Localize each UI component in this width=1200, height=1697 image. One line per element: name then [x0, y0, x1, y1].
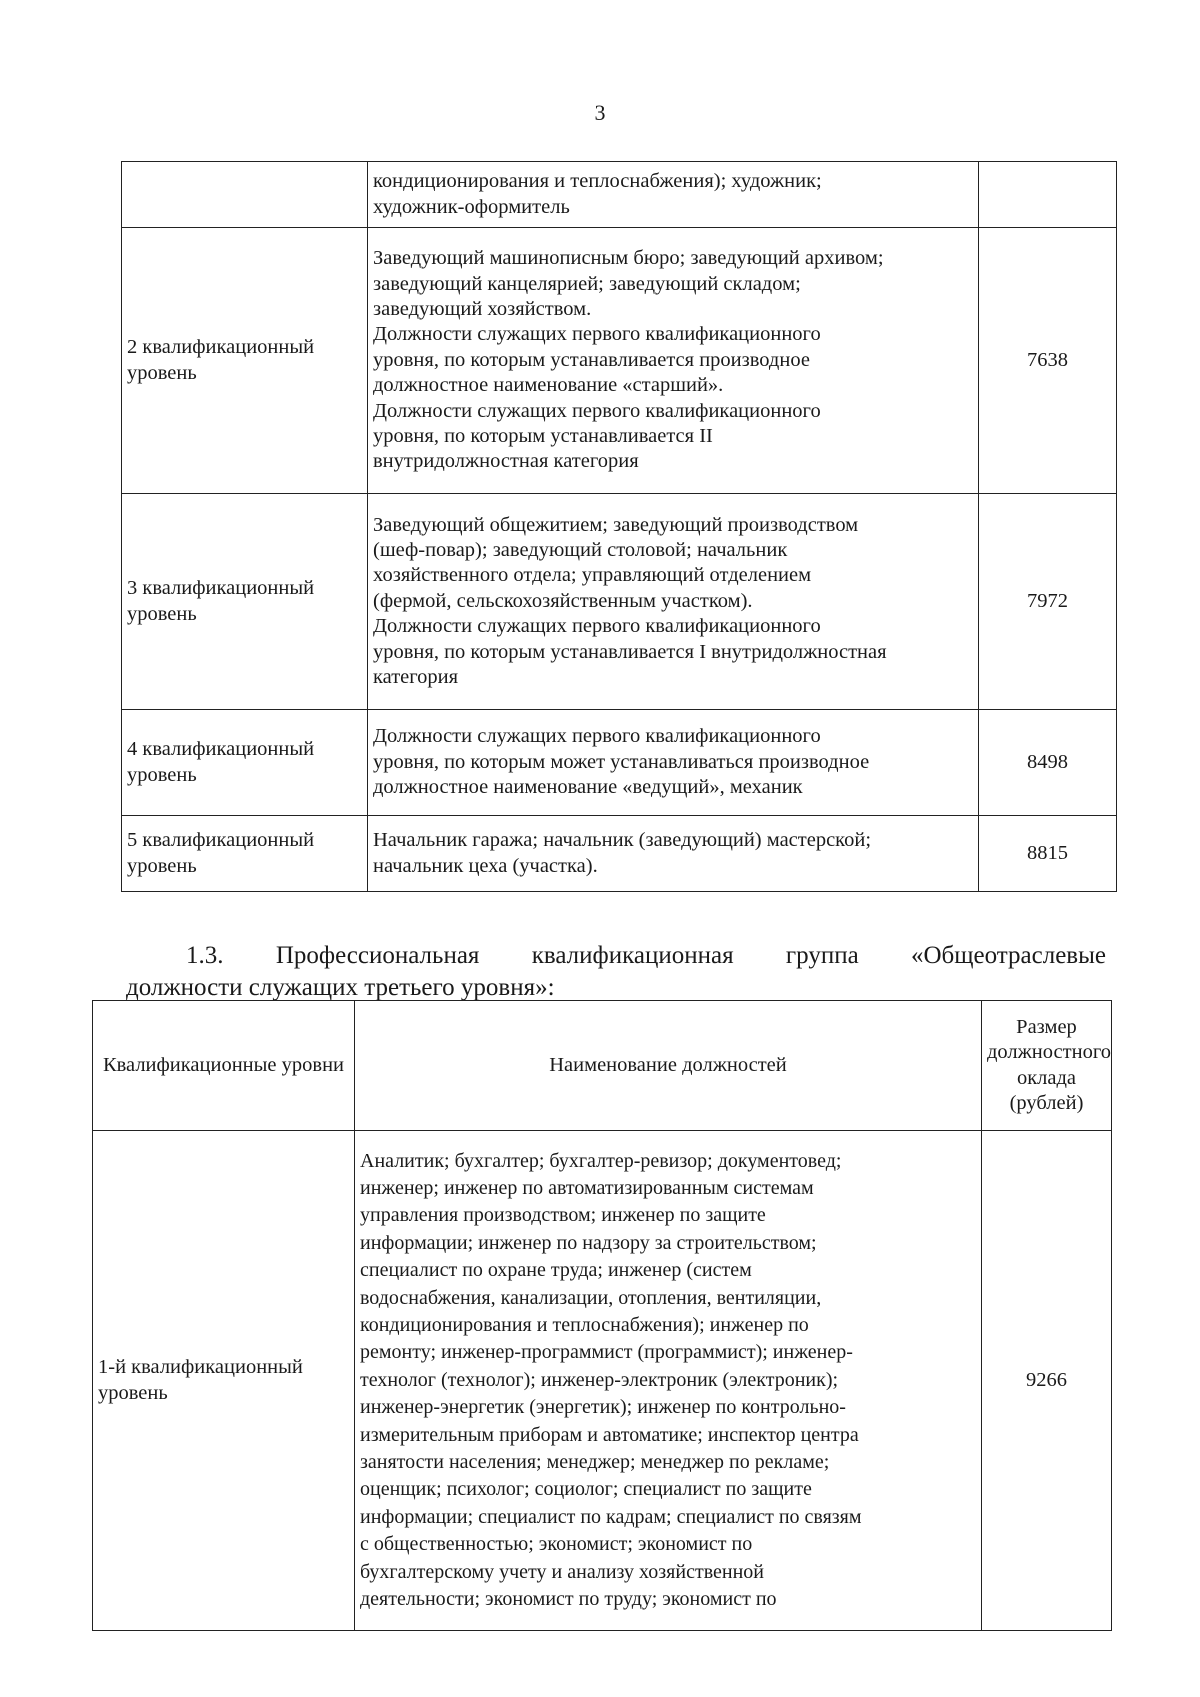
table-row [122, 494, 1117, 710]
salary-cell [979, 162, 1117, 228]
level-cell: 5 квалификационный уровень [122, 816, 368, 892]
qualification-table-group-1-3 [92, 1000, 1112, 1631]
salary-cell: 9266 [982, 1131, 1112, 1631]
section-heading-line2: должности служащих третьего уровня»: [126, 974, 555, 1001]
positions-cell: кондиционирования и теплоснабжения); художник; художник-оформитель [368, 162, 979, 228]
header-salary: Размер должностного оклада (рублей) [982, 1001, 1112, 1131]
table-row [93, 1131, 1112, 1631]
positions-cell: Должности служащих первого квалификационного уровня, по которым может устанавливаться производное должностное наименование «ведущий», механик [368, 710, 979, 816]
positions-cell: Заведующий машинописным бюро; заведующий архивом; заведующий канцелярией; заведующий складом; заведующий хозяйством. Должности служащих первого квалификационного уровня, по которым устанавливается производное должностное наименование «старший». Должности служащих первого квалификационного уровня, по которым устанавливается II внутридолжностная категория [368, 228, 979, 494]
salary-cell: 8815 [979, 816, 1117, 892]
table-row [122, 228, 1117, 494]
qualification-table-continued [121, 161, 1117, 892]
level-cell: 1-й квалификационный уровень [93, 1131, 355, 1631]
level-cell: 4 квалификационный уровень [122, 710, 368, 816]
section-heading-line1: 1.3. Профессиональная квалификационная группа «Общеотраслевые [186, 942, 1106, 969]
positions-cell: Начальник гаража; начальник (заведующий) мастерской; начальник цеха (участка). [368, 816, 979, 892]
level-cell: 3 квалификационный уровень [122, 494, 368, 710]
header-positions: Наименование должностей [355, 1001, 982, 1131]
section-heading [126, 940, 1106, 1004]
header-levels: Квалификационные уровни [93, 1001, 355, 1131]
table-header-row [93, 1001, 1112, 1131]
positions-cell: Заведующий общежитием; заведующий производством (шеф-повар); заведующий столовой; начальник хозяйственного отдела; управляющий отделением (фермой, сельскохозяйственным участком). Должности служащих первого квалификационного уровня, по которым устанавливается I внутридолжностная категория [368, 494, 979, 710]
salary-cell: 7638 [979, 228, 1117, 494]
positions-cell: Аналитик; бухгалтер; бухгалтер-ревизор; документовед; инженер; инженер по автоматизированным системам управления производством; инженер по защите информации; инженер по надзору за строительством; специалист по охране труда; инженер (систем водоснабжения, канализации, отопления, вентиляции, кондиционирования и теплоснабжения); инженер по ремонту; инженер-программист (программист); инженер- технолог (технолог); инженер-электроник (электроник); инженер-энергетик (энергетик); инженер по контрольно- измерительным приборам и автоматике; инспектор центра занятости населения; менеджер; менеджер по рекламе; оценщик; психолог; социолог; специалист по защите информации; специалист по кадрам; специалист по связям с общественностью; экономист; экономист по бухгалтерскому учету и анализу хозяйственной деятельности; экономист по труду; экономист по [355, 1131, 982, 1631]
level-cell: 2 квалификационный уровень [122, 228, 368, 494]
salary-cell: 7972 [979, 494, 1117, 710]
table-row [122, 710, 1117, 816]
table-row [122, 816, 1117, 892]
table-row [122, 162, 1117, 228]
salary-cell: 8498 [979, 710, 1117, 816]
page-number: 3 [594, 100, 606, 125]
level-cell [122, 162, 368, 228]
